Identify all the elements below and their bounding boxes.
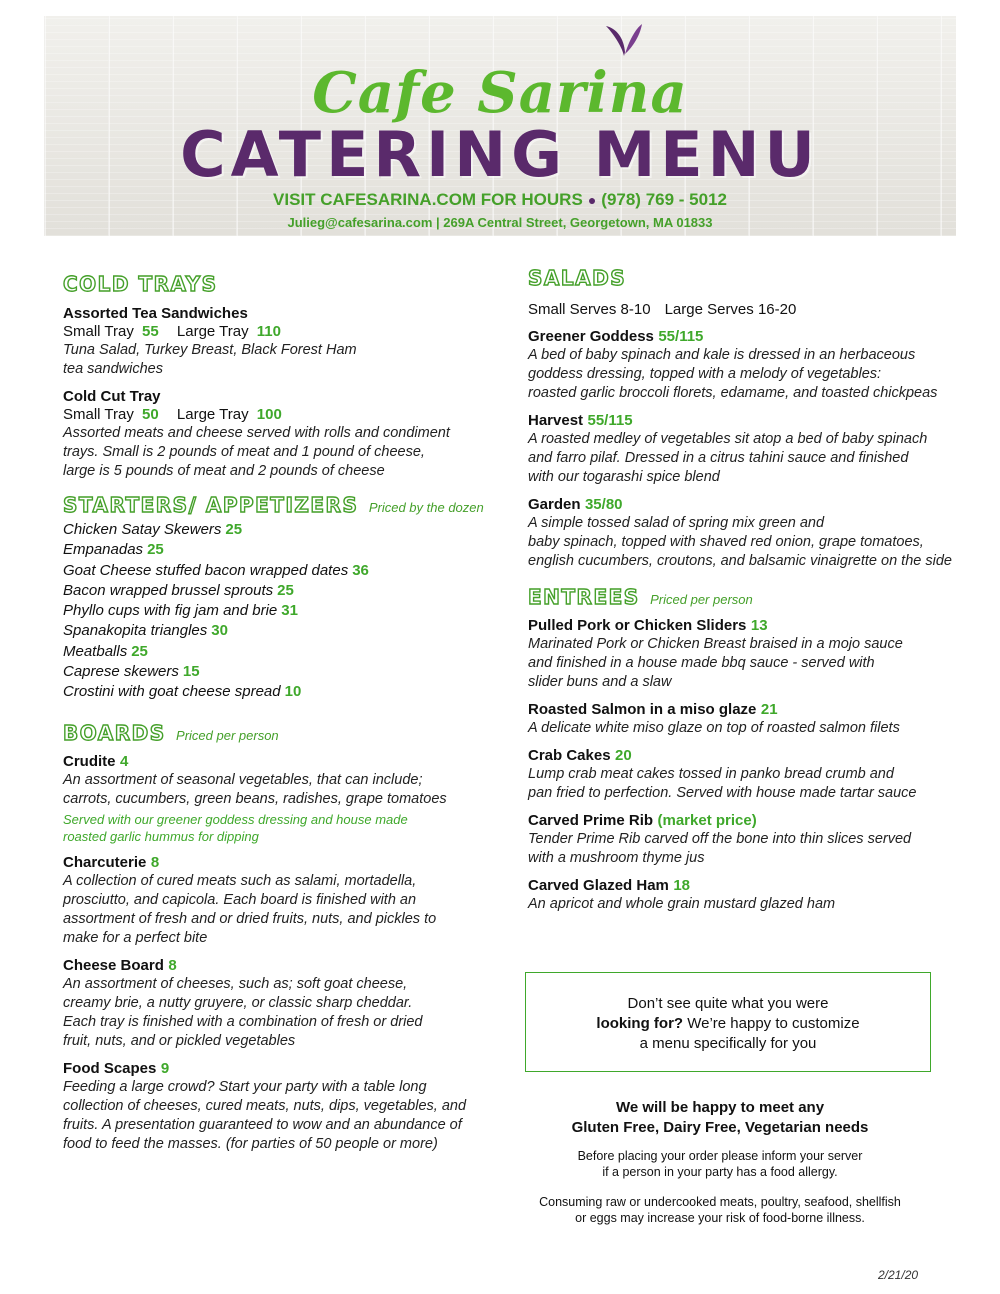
item-desc-line: A roasted medley of vegetables sit atop a bed of baby spinach bbox=[528, 431, 928, 447]
item-desc-line: A delicate white miso glaze on top of roasted salmon filets bbox=[528, 720, 900, 736]
menu-item bbox=[528, 877, 978, 914]
small-tray-price: 50 bbox=[142, 406, 159, 423]
item-desc-line: A bed of baby spinach and kale is dressed in an herbaceous bbox=[528, 347, 916, 363]
callout-line: a menu specifically for you bbox=[639, 1035, 817, 1052]
large-tray-price: 100 bbox=[256, 406, 282, 423]
item-desc-line: with a mushroom thyme jus bbox=[528, 850, 705, 866]
item-desc-line: An apricot and whole grain mustard glazed ham bbox=[528, 896, 836, 912]
item-price: 21 bbox=[760, 701, 778, 718]
starter-item bbox=[63, 601, 503, 621]
item-name: Garden bbox=[528, 496, 581, 513]
menu-item bbox=[528, 812, 978, 868]
item-desc-line: tea sandwiches bbox=[63, 361, 163, 377]
item-price: 9 bbox=[160, 1059, 170, 1077]
boards-note: Priced per person bbox=[176, 727, 279, 743]
entrees-note: Priced per person bbox=[650, 592, 753, 607]
starter-item bbox=[63, 540, 503, 560]
item-desc-line: Tender Prime Rib carved off the bone into thin slices served bbox=[528, 831, 912, 847]
starter-item bbox=[63, 642, 503, 662]
warning-line: or eggs may increase your risk of food-borne illness. bbox=[575, 1211, 865, 1225]
header-banner bbox=[44, 16, 956, 236]
item-price: 8 bbox=[150, 853, 160, 871]
item-desc-line: carrots, cucumbers, green beans, radishes, grape tomatoes bbox=[63, 790, 447, 807]
starter-price: 25 bbox=[147, 541, 164, 559]
item-price: 18 bbox=[673, 877, 691, 894]
salads-section bbox=[528, 266, 978, 571]
item-name: Carved Glazed Ham bbox=[528, 877, 669, 894]
large-tray-price: 110 bbox=[256, 323, 281, 340]
entrees-section bbox=[528, 585, 978, 914]
item-desc-line: food to feed the masses. (for parties of 50 people or more) bbox=[63, 1135, 438, 1152]
callout-line: Don’t see quite what you were bbox=[627, 995, 829, 1012]
item-desc-line: Tuna Salad, Turkey Breast, Black Forest Ham bbox=[63, 342, 357, 358]
item-desc-line: fruit, nuts, and or pickled vegetables bbox=[63, 1032, 296, 1049]
menu-item bbox=[528, 747, 978, 803]
item-name: Pulled Pork or Chicken Sliders bbox=[528, 617, 747, 634]
item-desc-line: Each tray is finished with a combination of fresh or dried bbox=[63, 1013, 423, 1030]
cold-trays-section bbox=[63, 272, 503, 481]
starter-name: Meatballs bbox=[63, 642, 128, 660]
item-desc-line: with our togarashi spice blend bbox=[528, 469, 720, 485]
allergy-notice bbox=[525, 1148, 915, 1180]
item-price: 20 bbox=[615, 747, 632, 764]
item-note-line: roasted garlic hummus for dipping bbox=[63, 828, 259, 844]
boards-title: BOARDS bbox=[63, 720, 166, 745]
item-desc-line: Lump crab meat cakes tossed in panko bread crumb and bbox=[528, 766, 894, 782]
starter-price: 25 bbox=[277, 581, 294, 599]
cold-trays-title: COLD TRAYS bbox=[63, 272, 218, 296]
menu-item bbox=[63, 1060, 503, 1154]
item-desc-line: Marinated Pork or Chicken Breast braised in a mojo sauce bbox=[528, 636, 903, 652]
small-tray-price: 55 bbox=[142, 323, 159, 340]
menu-item bbox=[63, 388, 503, 481]
item-name: Charcuterie bbox=[63, 853, 147, 871]
starter-price: 25 bbox=[225, 521, 243, 538]
starter-name: Caprese skewers bbox=[63, 663, 179, 681]
dietary-heading: Gluten Free, Dairy Free, Vegetarian needs bbox=[571, 1119, 869, 1136]
menu-title: CATERING MENU bbox=[180, 118, 820, 191]
brand-name: Cafe Sarina bbox=[312, 60, 688, 126]
item-desc-line: An assortment of seasonal vegetables, that can include; bbox=[63, 771, 423, 788]
menu-item bbox=[528, 328, 978, 403]
item-desc-line: fruits. A presentation guaranteed to wow and an abundance of bbox=[63, 1116, 462, 1133]
item-desc-line: trays. Small is 2 pounds of meat and 1 pound of cheese, bbox=[63, 444, 425, 460]
item-desc-line: and finished in a house made bbq sauce - served with bbox=[528, 655, 875, 671]
callout-line bbox=[526, 1014, 930, 1034]
item-desc-line: baby spinach, topped with shaved red onion, grape tomatoes, bbox=[528, 534, 924, 550]
item-name: Food Scapes bbox=[63, 1059, 157, 1077]
menu-item bbox=[63, 957, 503, 1051]
item-desc-line: goddess dressing, topped with a melody of vegetables: bbox=[528, 366, 882, 382]
item-name: Crab Cakes bbox=[528, 747, 611, 764]
item-price: 8 bbox=[168, 956, 177, 974]
dietary-heading: We will be happy to meet any bbox=[615, 1099, 825, 1116]
bullet-dot-icon: ● bbox=[587, 192, 597, 208]
item-price: 4 bbox=[119, 752, 129, 770]
starter-name: Goat Cheese stuffed bacon wrapped dates bbox=[63, 561, 349, 579]
item-name: Crudite bbox=[63, 752, 116, 770]
item-name: Carved Prime Rib bbox=[528, 812, 654, 829]
item-desc-line: An assortment of cheeses, such as; soft goat cheese, bbox=[63, 975, 408, 992]
item-desc-line: and farro pilaf. Dressed in a citrus tahini sauce and finished bbox=[528, 450, 909, 466]
starter-item bbox=[63, 561, 503, 581]
left-column bbox=[63, 272, 503, 1163]
starter-price: 36 bbox=[352, 561, 369, 579]
visit-line bbox=[44, 190, 956, 210]
item-desc-line: make for a perfect bite bbox=[63, 929, 208, 946]
starters-title: STARTERS/ APPETIZERS bbox=[63, 493, 359, 517]
starter-name: Bacon wrapped brussel sprouts bbox=[63, 581, 274, 599]
boards-section bbox=[63, 721, 503, 1154]
starter-item bbox=[63, 662, 503, 682]
menu-item bbox=[63, 305, 503, 379]
item-desc-line: pan fried to perfection. Served with house made tartar sauce bbox=[528, 785, 917, 801]
item-price: 35/80 bbox=[584, 496, 623, 513]
item-desc-line: roasted garlic broccoli florets, edamame, and toasted chickpeas bbox=[528, 385, 938, 401]
salad-serves bbox=[528, 300, 978, 319]
item-name: Roasted Salmon in a miso glaze bbox=[528, 701, 757, 718]
item-desc-line: slider buns and a slaw bbox=[528, 674, 672, 690]
menu-item bbox=[528, 496, 978, 571]
item-name: Harvest bbox=[528, 412, 584, 429]
item-desc-line: prosciutto, and capicola. Each board is finished with an bbox=[63, 891, 417, 908]
item-desc-line: assortment of fresh and or dried fruits, nuts, and pickles to bbox=[63, 910, 437, 927]
menu-item bbox=[528, 701, 978, 738]
customize-callout bbox=[525, 972, 931, 1072]
starter-name: Empanadas bbox=[63, 541, 144, 559]
item-desc-line: large is 5 pounds of meat and 2 pounds of cheese bbox=[63, 463, 385, 479]
item-name: Cheese Board bbox=[63, 956, 164, 974]
starter-item bbox=[63, 581, 503, 601]
butterfly-icon bbox=[604, 22, 644, 62]
small-tray-label: Small Tray bbox=[63, 406, 134, 423]
starter-price: 30 bbox=[211, 622, 228, 640]
item-price: 55/115 bbox=[658, 328, 704, 345]
tray-prices bbox=[63, 405, 503, 424]
starters-note: Priced by the dozen bbox=[368, 500, 484, 515]
salads-title: SALADS bbox=[528, 266, 627, 290]
starter-name: Chicken Satay Skewers bbox=[63, 521, 222, 538]
starter-item bbox=[63, 682, 503, 702]
item-desc-line: Feeding a large crowd? Start your party with a table long bbox=[63, 1078, 427, 1095]
item-desc-line: A collection of cured meats such as salami, mortadella, bbox=[63, 872, 417, 889]
item-price: (market price) bbox=[657, 812, 757, 829]
visit-text: VISIT CAFESARINA.COM FOR HOURS bbox=[273, 190, 583, 209]
item-name: Cold Cut Tray bbox=[63, 388, 161, 405]
food-safety-warning bbox=[525, 1194, 915, 1226]
allergy-line: Before placing your order please inform your server bbox=[577, 1149, 863, 1163]
starter-price: 15 bbox=[182, 663, 200, 681]
large-tray-label: Large Tray bbox=[176, 406, 249, 423]
dietary-notice bbox=[525, 1098, 915, 1226]
starter-name: Phyllo cups with fig jam and brie bbox=[63, 602, 278, 620]
starter-item bbox=[63, 621, 503, 641]
starter-price: 25 bbox=[131, 642, 148, 660]
starter-price: 10 bbox=[284, 683, 302, 701]
item-desc-line: creamy brie, a nutty gruyere, or classic sharp cheddar. bbox=[63, 994, 413, 1011]
starter-name: Crostini with goat cheese spread bbox=[63, 683, 281, 701]
callout-bold: looking for? bbox=[596, 1015, 684, 1032]
large-tray-label: Large Tray bbox=[176, 323, 249, 340]
entrees-title: ENTREES bbox=[528, 585, 640, 609]
item-desc-line: A simple tossed salad of spring mix green and bbox=[528, 515, 825, 531]
menu-item bbox=[528, 412, 978, 487]
small-tray-label: Small Tray bbox=[63, 323, 134, 340]
item-name: Assorted Tea Sandwiches bbox=[63, 305, 248, 322]
menu-item bbox=[528, 617, 978, 692]
item-note-line: Served with our greener goddess dressing and house made bbox=[63, 811, 408, 827]
starters-section bbox=[63, 493, 503, 703]
item-price: 55/115 bbox=[587, 412, 633, 429]
menu-item bbox=[63, 854, 503, 948]
contact-line: Julieg@cafesarina.com | 269A Central Street, Georgetown, MA 01833 bbox=[287, 215, 713, 230]
menu-item bbox=[63, 753, 503, 845]
starter-name: Spanakopita triangles bbox=[63, 622, 208, 640]
starter-price: 31 bbox=[281, 602, 298, 620]
item-desc-line: english cucumbers, croutons, and balsamic vinaigrette on the side bbox=[528, 553, 952, 569]
warning-line: Consuming raw or undercooked meats, poultry, seafood, shellfish bbox=[539, 1195, 901, 1209]
item-desc-line: collection of cheeses, cured meats, nuts, dips, vegetables, and bbox=[63, 1097, 467, 1114]
item-name: Greener Goddess bbox=[528, 328, 654, 345]
large-serves: Large Serves 16-20 bbox=[664, 301, 797, 318]
starter-item bbox=[63, 520, 503, 540]
tray-prices bbox=[63, 322, 503, 341]
phone-number: (978) 769 - 5012 bbox=[601, 190, 727, 209]
small-serves: Small Serves 8-10 bbox=[528, 301, 651, 318]
item-price: 13 bbox=[750, 617, 768, 634]
callout-rest: We’re happy to customize bbox=[683, 1015, 860, 1032]
revision-date: 2/21/20 bbox=[878, 1268, 919, 1282]
right-column bbox=[528, 266, 978, 923]
item-desc-line: Assorted meats and cheese served with rolls and condiment bbox=[63, 425, 450, 441]
allergy-line: if a person in your party has a food allergy. bbox=[602, 1165, 838, 1179]
